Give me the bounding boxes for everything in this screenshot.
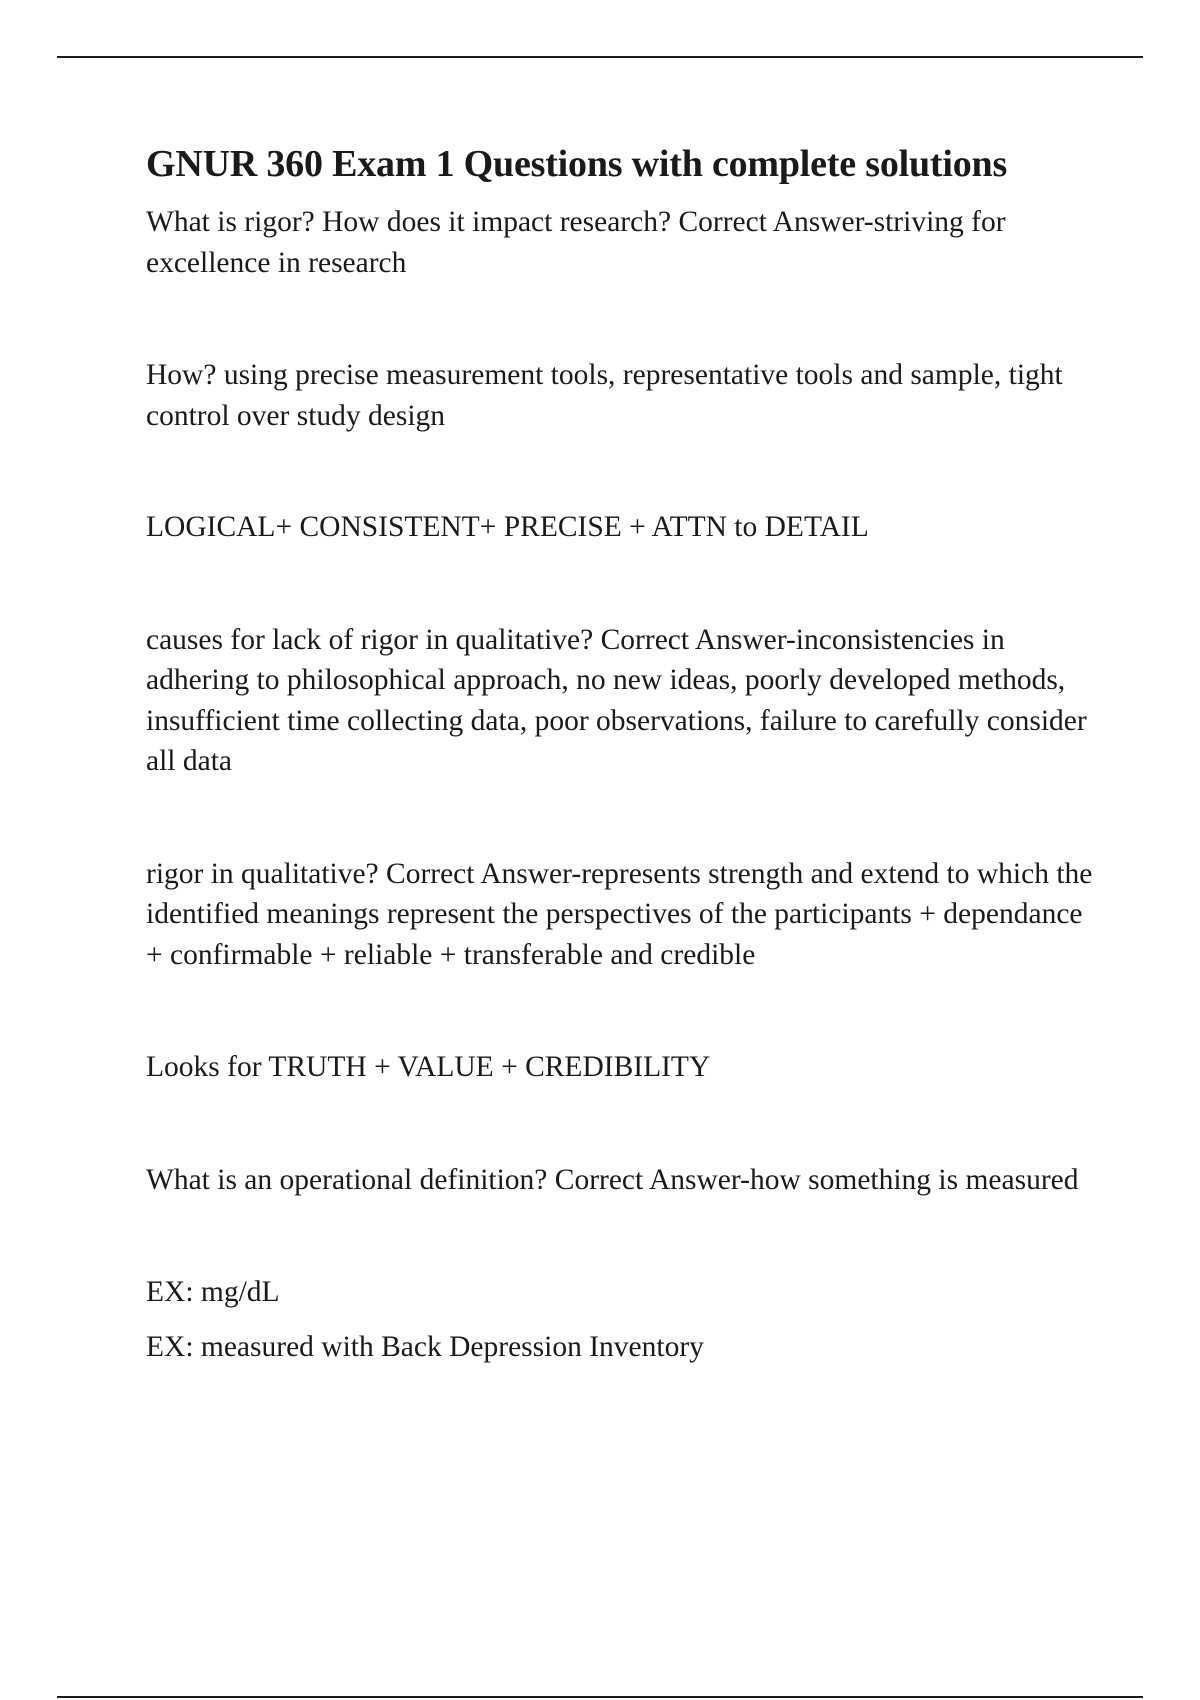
paragraph-rigor-question: What is rigor? How does it impact research? Correct Answer-striving for excellence in research: [146, 206, 1006, 279]
bottom-rule: [57, 1696, 1143, 1698]
document-body: [146, 140, 1106, 1367]
top-rule: [57, 56, 1143, 58]
paragraph-looks-for: Looks for TRUTH + VALUE + CREDIBILITY: [146, 1051, 711, 1083]
paragraph-logical: LOGICAL+ CONSISTENT+ PRECISE + ATTN to DETAIL: [146, 511, 869, 543]
paragraph-rigor-qualitative: rigor in qualitative? Correct Answer-represents strength and extend to which the identified meanings represent the perspectives of the participants + dependance + confirmable + reliable + transferable and credible: [146, 857, 1093, 971]
paragraph-how: How? using precise measurement tools, representative tools and sample, tight control over study design: [146, 359, 1063, 432]
paragraph-operational-definition: What is an operational definition? Correct Answer-how something is measured: [146, 1163, 1079, 1196]
paragraph-causes: causes for lack of rigor in qualitative? Correct Answer-inconsistencies in adhering to philosophical approach, no new ideas, poorly developed methods, insufficient time collecting data, poor observations, failure to carefully consider all data: [146, 623, 1087, 777]
document-title: GNUR 360 Exam 1 Questions with complete solutions: [146, 143, 1008, 185]
paragraph-example-inventory: EX: measured with Back Depression Inventory: [146, 1330, 704, 1363]
paragraph-example-units: EX: mg/dL: [146, 1276, 280, 1308]
